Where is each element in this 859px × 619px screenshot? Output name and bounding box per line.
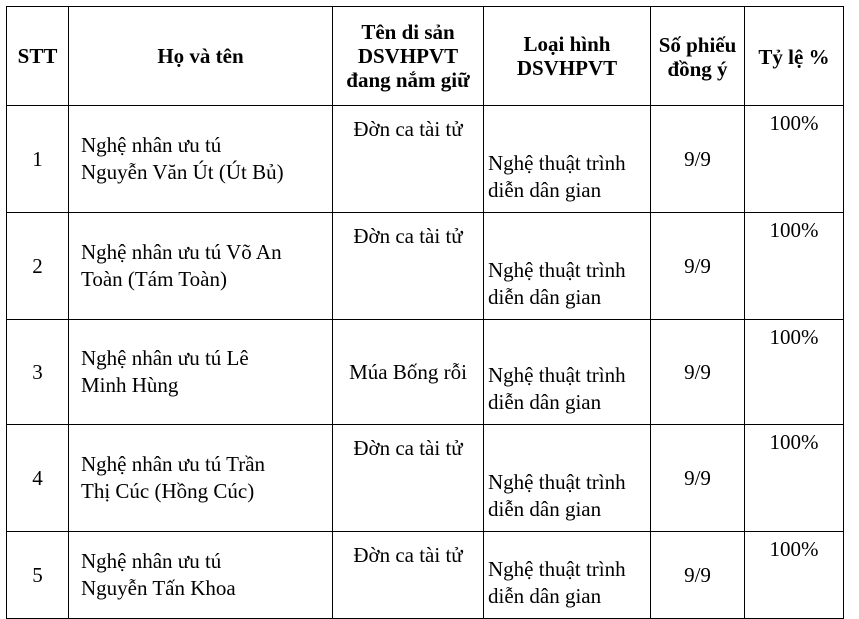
cell-name: Nghệ nhân ưu tú Nguyễn Văn Út (Út Bủ) — [69, 106, 333, 213]
cell-heritage-type: Nghệ thuật trình diễn dân gian — [484, 425, 651, 532]
cell-name: Nghệ nhân ưu tú Lê Minh Hùng — [69, 320, 333, 425]
table-row — [7, 106, 844, 213]
table-row — [7, 320, 844, 425]
table-row — [7, 425, 844, 532]
cell-percent: 100% — [745, 532, 844, 619]
cell-percent: 100% — [745, 320, 844, 425]
header-name: Họ và tên — [69, 7, 333, 106]
header-percent: Tỷ lệ % — [745, 7, 844, 106]
cell-heritage-name: Đờn ca tài tử — [333, 213, 484, 320]
cell-heritage-type: Nghệ thuật trình diễn dân gian — [484, 320, 651, 425]
cell-heritage-name: Đờn ca tài tử — [333, 106, 484, 213]
cell-percent: 100% — [745, 213, 844, 320]
cell-stt: 5 — [7, 532, 69, 619]
header-stt: STT — [7, 7, 69, 106]
table-row — [7, 532, 844, 619]
cell-votes: 9/9 — [651, 320, 745, 425]
cell-stt: 2 — [7, 213, 69, 320]
cell-name: Nghệ nhân ưu tú Nguyễn Tấn Khoa — [69, 532, 333, 619]
cell-name: Nghệ nhân ưu tú Trần Thị Cúc (Hồng Cúc) — [69, 425, 333, 532]
cell-votes: 9/9 — [651, 425, 745, 532]
cell-heritage-type: Nghệ thuật trình diễn dân gian — [484, 106, 651, 213]
header-heritage-name: Tên di sản DSVHPVT đang nắm giữ — [333, 7, 484, 106]
table-row — [7, 213, 844, 320]
cell-votes: 9/9 — [651, 532, 745, 619]
cell-percent: 100% — [745, 425, 844, 532]
cell-stt: 3 — [7, 320, 69, 425]
cell-votes: 9/9 — [651, 213, 745, 320]
cell-heritage-type: Nghệ thuật trình diễn dân gian — [484, 213, 651, 320]
cell-heritage-name: Múa Bống rỗi — [333, 320, 484, 425]
cell-votes: 9/9 — [651, 106, 745, 213]
cell-heritage-name: Đờn ca tài tử — [333, 425, 484, 532]
cell-heritage-name: Đờn ca tài tử — [333, 532, 484, 619]
cell-heritage-type: Nghệ thuật trình diễn dân gian — [484, 532, 651, 619]
table-header-row — [7, 7, 844, 106]
cell-percent: 100% — [745, 106, 844, 213]
cell-stt: 4 — [7, 425, 69, 532]
cell-name: Nghệ nhân ưu tú Võ An Toàn (Tám Toàn) — [69, 213, 333, 320]
cell-stt: 1 — [7, 106, 69, 213]
artisan-table — [6, 6, 844, 619]
header-heritage-type: Loại hình DSVHPVT — [484, 7, 651, 106]
header-votes: Số phiếu đồng ý — [651, 7, 745, 106]
